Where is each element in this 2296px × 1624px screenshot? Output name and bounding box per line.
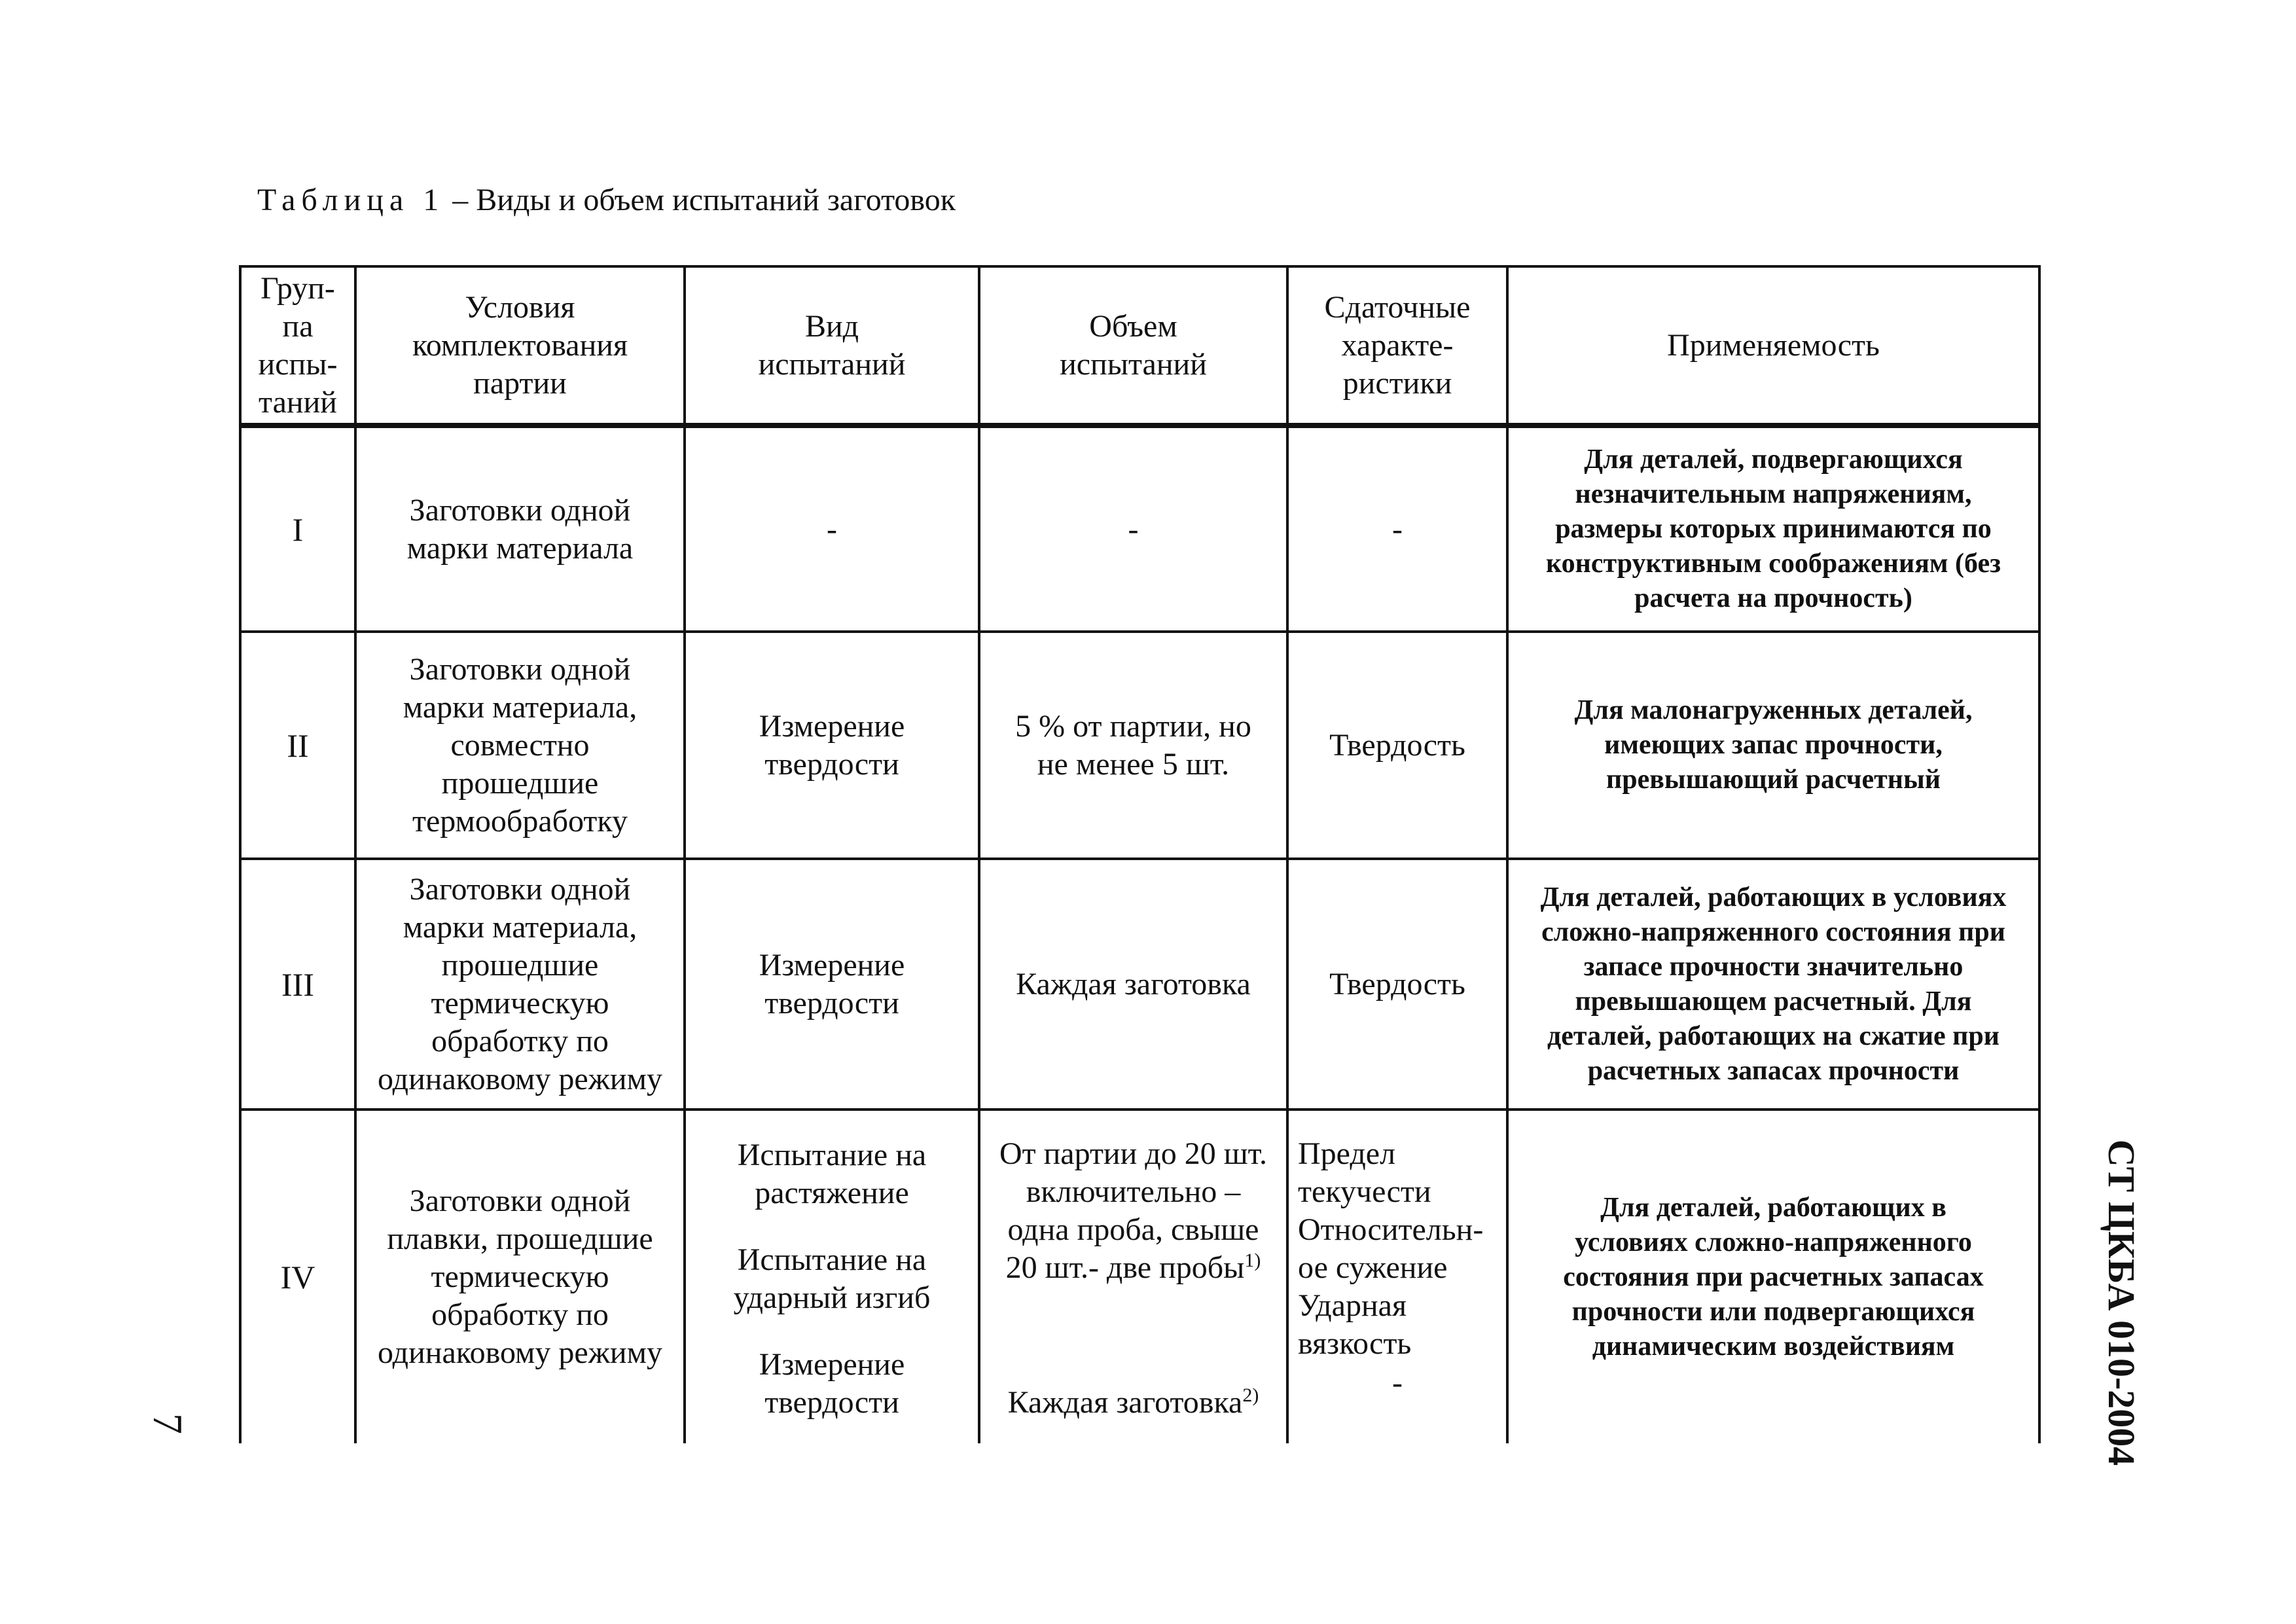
text-line: конструктивным соображениям (без xyxy=(1546,549,2001,579)
text-line: термическую xyxy=(431,985,609,1020)
table-row xyxy=(240,632,2039,859)
text-line: твердости xyxy=(764,985,899,1020)
text-line: Объем xyxy=(1089,308,1177,344)
text-line: Условия xyxy=(465,289,575,325)
text-line: прошедшие xyxy=(441,765,599,801)
text-line: Для деталей, работающих в xyxy=(1600,1192,1946,1223)
document-code: СТ ЦКБА 010-2004 xyxy=(2100,1139,2143,1466)
text-line: термическую xyxy=(431,1259,609,1294)
text-line: включительно – xyxy=(1026,1174,1241,1209)
test-type-cell xyxy=(685,425,979,632)
text-line: одинаковому режиму xyxy=(378,1061,662,1096)
test-type-cell xyxy=(685,859,979,1110)
text-line: 20 шт.- две пробы xyxy=(1005,1250,1245,1285)
table-row xyxy=(240,425,2039,632)
text-line: Заготовки одной xyxy=(409,1183,631,1218)
test-volume-cell xyxy=(979,859,1287,1110)
applicability-cell xyxy=(1507,425,2039,632)
test-volume-cell xyxy=(979,1110,1287,1443)
text-line: испытаний xyxy=(758,346,906,382)
text-line: От партии до 20 шт. xyxy=(999,1136,1268,1171)
text-line: превышающем расчетный. Для xyxy=(1575,986,1972,1017)
text-line: Заготовки одной xyxy=(409,492,631,528)
test-volume-each: Каждая заготовка xyxy=(1007,1385,1243,1420)
header-characteristics xyxy=(1287,266,1507,425)
header-test-type xyxy=(685,266,979,425)
applicability-cell xyxy=(1507,859,2039,1110)
table-caption-label: Таблица 1 xyxy=(257,183,445,217)
text-line: комплектования xyxy=(412,327,628,363)
text-line: ристики xyxy=(1342,365,1452,401)
characteristics-list xyxy=(1298,1135,1497,1363)
text-line: Сдаточные xyxy=(1324,289,1471,325)
page-number: 7 xyxy=(145,1413,191,1434)
text-line: превышающий расчетный xyxy=(1606,765,1941,795)
text-line: обработку по xyxy=(431,1297,609,1332)
header-group xyxy=(240,266,355,425)
characteristics-cell xyxy=(1287,859,1507,1110)
header-applicability xyxy=(1507,266,2039,425)
table-caption-title: – Виды и объем испытаний заготовок xyxy=(444,183,956,217)
text-line: партии xyxy=(473,365,567,401)
group-cell: II xyxy=(240,632,355,859)
group-cell: I xyxy=(240,425,355,632)
group-cell: IV xyxy=(240,1110,355,1443)
text-line: Применяемость xyxy=(1667,327,1880,363)
text-line: Вид xyxy=(804,308,859,344)
text-line: текучести xyxy=(1298,1174,1431,1209)
test-volume-cell xyxy=(979,425,1287,632)
text-line: не менее 5 шт. xyxy=(1037,746,1230,782)
text-line: - xyxy=(1392,511,1403,547)
text-line: запасе прочности значительно xyxy=(1583,951,1964,982)
text-line: твердости xyxy=(764,746,899,782)
text-line: 5 % от партии, но xyxy=(1015,708,1251,744)
text-line: одинаковому режиму xyxy=(378,1335,662,1370)
text-line: Измерение xyxy=(759,1347,905,1382)
text-line: ударный изгиб xyxy=(733,1280,931,1315)
text-line: сложно-напряженного состояния при xyxy=(1541,916,2005,947)
text-line: таний xyxy=(259,384,337,420)
test-volume-sample-rule xyxy=(999,1136,1267,1285)
conditions-cell xyxy=(355,425,685,632)
test-type-hardness xyxy=(695,1346,969,1422)
text-line: одна проба, свыше xyxy=(1007,1212,1259,1247)
text-line: размеры которых принимаются по xyxy=(1555,514,1992,544)
tests-table xyxy=(239,265,2041,1443)
characteristics-cell xyxy=(1287,425,1507,632)
text-line: имеющих запас прочности, xyxy=(1604,730,1943,760)
text-line: обработку по xyxy=(431,1023,609,1058)
text-line: Измерение xyxy=(759,947,905,983)
text-line: деталей, работающих на сжатие при xyxy=(1547,1020,2000,1051)
text-line: марки материала xyxy=(406,530,634,566)
test-type-tension xyxy=(695,1136,969,1212)
header-test-volume xyxy=(979,266,1287,425)
footnote-ref-2: 2) xyxy=(1242,1384,1259,1406)
text-line: ое сужение xyxy=(1298,1250,1448,1285)
text-line: расчетных запасах прочности xyxy=(1587,1055,1960,1086)
test-type-cell xyxy=(685,1110,979,1443)
group-cell: III xyxy=(240,859,355,1110)
text-line: Твердость xyxy=(1329,727,1465,763)
text-line: марки материала, xyxy=(403,909,637,945)
text-line: марки материала, xyxy=(403,689,637,725)
text-line: состояния при расчетных запасах xyxy=(1563,1261,1984,1292)
table-row xyxy=(240,1110,2039,1443)
conditions-cell xyxy=(355,1110,685,1443)
text-line: условиях сложно-напряженного xyxy=(1575,1227,1972,1257)
applicability-cell xyxy=(1507,1110,2039,1443)
text-line: Ударная xyxy=(1298,1288,1407,1323)
footnote-ref-1: 1) xyxy=(1244,1250,1261,1271)
text-line: незначительным напряжениям, xyxy=(1575,479,1972,509)
text-line: - xyxy=(1128,511,1139,547)
text-line: Твердость xyxy=(1329,966,1465,1001)
text-line: твердости xyxy=(764,1385,899,1420)
text-line: плавки, прошедшие xyxy=(387,1221,653,1256)
text-line: Измерение xyxy=(759,708,905,744)
conditions-cell xyxy=(355,859,685,1110)
text-line: испытаний xyxy=(1060,346,1207,382)
characteristics-cell xyxy=(1287,1110,1507,1443)
text-line: динамическим воздействиям xyxy=(1592,1331,1955,1362)
test-volume-cell xyxy=(979,632,1287,859)
text-line: - xyxy=(827,511,837,547)
text-line: Испытание на xyxy=(737,1242,927,1277)
text-line: Относительн- xyxy=(1298,1212,1484,1247)
text-line: Для малонагруженных деталей, xyxy=(1574,695,1973,725)
text-line: Заготовки одной xyxy=(409,871,631,907)
test-type-impact xyxy=(695,1241,969,1317)
text-line: растяжение xyxy=(755,1176,909,1210)
text-line: Для деталей, работающих в условиях xyxy=(1540,882,2007,912)
text-line: Заготовки одной xyxy=(409,651,631,687)
text-line: прочности или подвергающихся xyxy=(1571,1296,1975,1327)
table-header-row xyxy=(240,266,2039,425)
characteristics-cell xyxy=(1287,632,1507,859)
text-line: вязкость xyxy=(1298,1326,1412,1361)
text-line: прошедшие xyxy=(441,947,599,983)
conditions-cell xyxy=(355,632,685,859)
table-row xyxy=(240,859,2039,1110)
test-type-cell xyxy=(685,632,979,859)
text-line: Груп- xyxy=(260,270,335,306)
applicability-cell xyxy=(1507,632,2039,859)
text-line: па xyxy=(282,308,314,344)
text-line: Каждая заготовка xyxy=(1016,966,1251,1001)
characteristics-dash: - xyxy=(1392,1365,1403,1400)
table-caption xyxy=(257,182,956,218)
text-line: совместно xyxy=(450,727,590,763)
text-line: Для деталей, подвергающихся xyxy=(1584,444,1963,475)
text-line: термообработку xyxy=(412,803,628,839)
header-conditions xyxy=(355,266,685,425)
text-line: испы- xyxy=(258,346,338,382)
text-line: Предел xyxy=(1298,1136,1396,1171)
text-line: Испытание на xyxy=(737,1138,927,1172)
text-line: характе- xyxy=(1341,327,1454,363)
text-line: расчета на прочность) xyxy=(1634,583,1912,613)
